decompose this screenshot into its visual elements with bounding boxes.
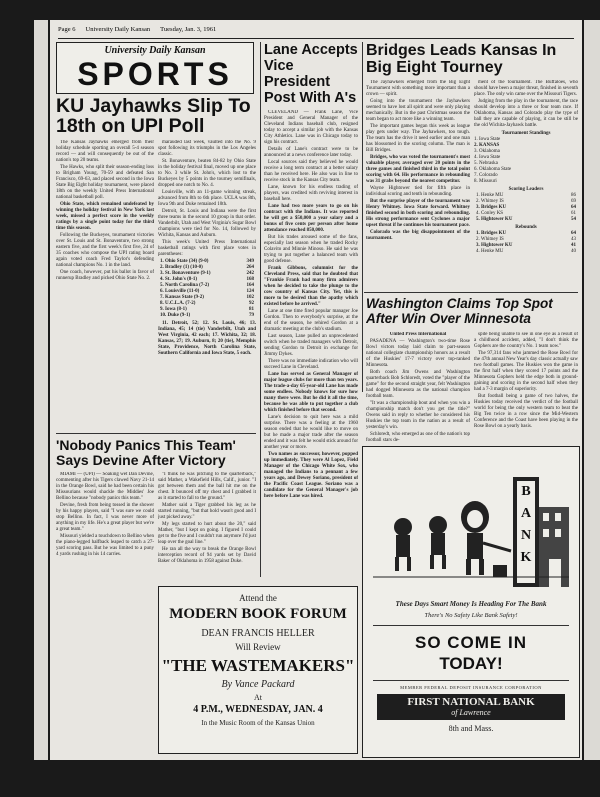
washington-para: The 97,314 fans who jammed the Rose Bowl for the 47th annual New Year's day classic actually saw two football games. The Huskies won the game in the first half when they scored 17 points and the Minnesota Gophers held the edge both in ground-gaining and scoring in the second half when they had a 7-3 margin of superiority. bbox=[474, 351, 578, 392]
page-date: Tuesday, Jan. 3, 1961 bbox=[160, 26, 217, 33]
ku-para: Louisville, with an 11-game winning streak, advanced from 8th to 6th place. UCLA was 8th, Iowa 9th and Duke remained 10th. bbox=[158, 190, 256, 207]
ku-para: Detroit, St. Louis and Indiana were the first three teams in the second 10 group in that order. Vanderbilt, Utah and West Virginia's Sugar Bowl champions were tied for No. 14, followed by Wichita, Kansas and Auburn. bbox=[158, 209, 256, 238]
divider bbox=[364, 292, 578, 293]
bank-ad bbox=[362, 446, 580, 758]
tourney-item: 5. Nebraska bbox=[474, 161, 498, 166]
bank-sign: BANK bbox=[520, 484, 532, 565]
tourney-item: 2. KANSAS bbox=[474, 143, 500, 148]
bank-ad-caption: These Days Smart Money Is Heading For The Bank bbox=[395, 600, 547, 608]
newspaper-page bbox=[50, 20, 582, 760]
sports-banner-title: SPORTS bbox=[77, 56, 233, 92]
sports-banner-paper: University Daily Kansan bbox=[104, 45, 206, 56]
ku-para: This week's United Press International basketball ratings with first place votes in parentheses: bbox=[158, 240, 256, 257]
nobody-para: He ran all the way to break the Orange Bowl interception record of 94 yards set by David Baker of Oklahoma in 1958 against Duke. bbox=[158, 547, 256, 564]
scoring-table bbox=[474, 193, 578, 223]
fnb-member: MEMBER FEDERAL DEPOSIT INSURANCE CORPORATION bbox=[400, 685, 542, 690]
book-ad-host: DEAN FRANCIS HELLER bbox=[201, 628, 315, 639]
rebound-row: 3. Hightower KU 41 bbox=[476, 243, 576, 248]
washington-para: Both coach Jim Owens and Washington quarterback Bob Schloredt, voted the "player of the game" for the second straight year, felt Washington had dogged Minnesota as the national champion football team. bbox=[366, 370, 470, 399]
lane-para: Last season, Lane pulled an unprecedented switch when he traded managers with Detroit, sending Gordon to Detroit in exchange for Jimmy Dykes. bbox=[264, 334, 358, 357]
rebound-row: 4. Henke MU 40 bbox=[476, 249, 576, 254]
washington-para: Schloredt, who emerged as one of the nation's top football stars de- bbox=[366, 432, 470, 442]
lane-para: Lane, known for his endless trading of players, was credited with reviving interest in baseball here. bbox=[264, 185, 358, 202]
bridges-para: Wayne Hightower tied for fifth place in individual scoring and tenth in rebounding. bbox=[366, 186, 470, 197]
lane-story bbox=[264, 110, 358, 580]
lane-para: Frank Gibbons, columnist for the Cleveland Press, said that he doubted that "Frankie Frank had many firm admirers when he decided to take the plunge to the cow country of Kansas City. Yet, this is more to be desired than the apathy which existed before he arrived." bbox=[264, 266, 358, 307]
lane-para: Lane at one time fired popular manager Joe Gordon. Then to everybody's surprise, at the end of the season, he rehired Gordon at a dramatic meeting at the club's stadium. bbox=[264, 309, 358, 332]
scoring-row: 1. Henke MU 86 bbox=[476, 193, 576, 198]
bridges-para: The Jayhawkers emerged from the Big Eight Tournament with something more important than a crown — spirit. bbox=[366, 80, 470, 97]
ku-rankings-table bbox=[158, 259, 256, 319]
bridges-para: Judging from the play in the tournament, the race should develop into a three or four team race. If Oklahoma, Kansas and Colorado play the type of ball they are capable of playing, it can be still be the old Wichita-Jayhawk battle. bbox=[474, 99, 578, 128]
tourney-item: 1. Iowa State bbox=[474, 137, 501, 142]
ranking-row: 4. St. John's (8-1) 168 bbox=[160, 277, 254, 282]
bridges-para: But the surprise player of the tournament was Henry Whitney. Iowa State forward. Whitney finished second in both scoring and rebounding. His strong performance sent Cyclones a major upset threat if he continues his tournament pace. bbox=[366, 199, 470, 228]
bank-ad-safety: There's No Safety Like Bank Safety! bbox=[424, 612, 518, 619]
fnb-banner bbox=[377, 694, 565, 720]
bridges-story-col2 bbox=[474, 80, 578, 290]
nobody-story-col2 bbox=[158, 472, 256, 582]
divider bbox=[56, 433, 256, 434]
nobody-headline: 'Nobody Panics This Team' Says Devine After Victory bbox=[56, 438, 236, 468]
ku-second-ten: 11. Detroit, 52; 12. St. Louis, 46; 13. Indiana, 45; 14 (tie) Vanderbilt, Utah and West Virginia, 42 each; 17. Wichita, 32; 18. Kansas, 27; 19. Auburn, 8; 20 (tie), Memphis State, Providence, North Carolina State, Southern California and Iowa State, 5 each. bbox=[158, 321, 256, 356]
fnb-name: FIRST NATIONAL BANK bbox=[407, 696, 535, 708]
page-number: Page 6 bbox=[58, 26, 76, 33]
nobody-para: "I think he was pitching to the quarterback," said Mather, a Wakefield Hills, Calif., junior. "I got between them and the ball hit me on the chest. It bounced off my chest and I grabbed it as it started to fall to the ground." bbox=[158, 472, 256, 501]
sports-banner bbox=[56, 42, 254, 94]
scoring-title: Scoring Leaders bbox=[508, 187, 544, 192]
rebound-row: 2. Whitney IS 43 bbox=[476, 237, 576, 242]
bridges-para: ment of the tournament. The Buffaloes, who should have been a major threat, finished in seventh place. The only win came over the Missouri Tigers. bbox=[474, 80, 578, 97]
washington-para: "It was a championship bout and when you win a championship match don't you get the title?" Owens said in reply to whether he considered his Huskies the top team in the nation as a result of yesterday's win. bbox=[366, 401, 470, 430]
nobody-para: Devine, fresh from being tossed in the shower by his happy players, said "I was sure we could stop Bellino. In fact, I was never more of anything in my life. He's a great player but we're a great team." bbox=[56, 503, 154, 532]
lane-para: CLEVELAND — Frank Lane, Vice President and General Manager of the Cleveland Indians baseball club, resigned today to accept a similar job with the Kansas City Athletics. Lane was in Chicago today to sign his contract. bbox=[264, 110, 358, 145]
ranking-row: 6. Louisville (11-0) 124 bbox=[160, 289, 254, 294]
scoring-row: 3. Bridges KU 64 bbox=[476, 205, 576, 210]
scoring-row: 4. Conley KS 61 bbox=[476, 211, 576, 216]
ku-para: St. Bonaventure, beaten 84-82 by Ohio State in the holiday festival final, moved up one place to No. 3 while St. John's, which lost to the Buckeyes by 5 points in the tourney semifinals, dropped one notch to No. 4. bbox=[158, 159, 256, 188]
fnb-of: of Lawrence bbox=[451, 708, 491, 717]
ranking-row: 2. Bradley (1) (10-0) 264 bbox=[160, 265, 254, 270]
fnb-address: 8th and Mass. bbox=[448, 724, 494, 733]
nobody-para: My legs started to hurt about the 20," said Mather, "but I kept on going. I figured I could get to the five and I couldn't run anymore I'd just leap over the goal line." bbox=[158, 522, 256, 545]
left-page-edge bbox=[34, 20, 48, 760]
come-ad-line2: TODAY! bbox=[439, 654, 503, 673]
ku-para: The Kansas Jayhawks emerged from their holiday schedule sporting an overall 5-4 season record — and will consequently be out of the nation's top 20 teams. bbox=[56, 140, 154, 163]
column-rule bbox=[362, 42, 363, 392]
ku-story-col2 bbox=[158, 140, 256, 430]
ku-story-col1 bbox=[56, 140, 154, 430]
ku-para: One coach, however, put his ballot in favor of runnerup Bradley and picked Ohio State No. 2. bbox=[56, 270, 154, 281]
tourney-item: 3. Oklahoma bbox=[474, 149, 500, 154]
nobody-para: MIAMI — (UPI) — Soaking wet Dan Devine, commenting after his Tigers clawed Navy 21-14 in the Orange Bowl, said he had been certain his Missourians would shackle the Middies' Joe Bellino because "nobody panics this team." bbox=[56, 472, 154, 501]
paper-name: University Daily Kansan bbox=[85, 26, 151, 33]
washington-para: PASADENA — Washington's two-time Rose Bowl victors today laid claim to part-season national collegiate championship honors as a result of the Huskies' 17-7 victory over top-ranked Minnesota. bbox=[366, 339, 470, 368]
nobody-para: Mather said a Tiger grabbed his leg as he started running, "but that hold wasn't good and I just picked away." bbox=[158, 503, 256, 520]
lane-headline: Lane Accepts Vice President Post With A's bbox=[264, 42, 358, 106]
book-ad-at: At bbox=[254, 693, 262, 702]
ranking-row: 9. Iowa (8-1) 81 bbox=[160, 307, 254, 312]
lane-para: There was no immediate indication who will succeed Lane in Cleveland. bbox=[264, 359, 358, 370]
nobody-para: Missouri yielded a touchdown to Bellino when the piano-legged halfback leaped to catch a 27-yard scoring pass. But he was limited to a puny 4 yards rushing in his 14 carries. bbox=[56, 534, 154, 557]
bridges-para: Going into the tournament the Jayhawkers seemed to have lost all spirit and were only playing mechanically. But in the past Christmas season the team began to act more like a winning team. bbox=[366, 99, 470, 122]
bridges-para: The important games began this week as league play gets under way. The Jayhawkers, too tough. The team has the drive it need earlier and one man has blossomed in the scoring column. The man is Bill Bridges. bbox=[366, 124, 470, 153]
page-header bbox=[58, 26, 574, 39]
ranking-row: 10. Duke (9-1) 79 bbox=[160, 313, 254, 318]
washington-story-col1 bbox=[366, 332, 470, 442]
scoring-row: 5. Hightower KU 54 bbox=[476, 217, 576, 222]
book-ad-review: Will Review bbox=[235, 642, 281, 652]
ranking-row: 1. Ohio State (34) (9-0) 349 bbox=[160, 259, 254, 264]
come-ad-line1: SO COME IN bbox=[414, 633, 527, 652]
lane-para: Two names as successor, however, popped up immediately. They were Al Lopez, Field Manager of the Chicago White Sox, who managed the Indians to a pennant a few years ago, and Dewey Soriano, president of the Pacific Coast League. Soriano was a candidate for the General Manager's job here before Lane was hired. bbox=[264, 452, 358, 499]
ku-para: marauded last week, vaulted into the No. 9 spot following its triumphs in the Los Angeles classic. bbox=[158, 140, 256, 157]
washington-byline: United Press International bbox=[389, 332, 447, 337]
lane-para: Local sources said they believed he would receive a long term contract at a better salary than he received here. He also was in line to receive stock in the Kansas City team. bbox=[264, 160, 358, 183]
washington-para: spite being unable to see in one eye as a result of a childhood accident, added, "I don't think the Gophers are the country's No. 1 team now." bbox=[474, 332, 578, 349]
ranking-row: 5. North Carolina (7-2) 164 bbox=[160, 283, 254, 288]
washington-story-col2 bbox=[474, 332, 578, 442]
rebound-row: 1. Bridges KU 64 bbox=[476, 231, 576, 236]
lane-para: Lane's decision to quit here was a mild surprise. There was a feeling at the 1960 season ended that he would like to move on but he made a major trade after the season ended and it was felt he would stick around for another year or more. bbox=[264, 415, 358, 450]
scoring-row: 2. Whitney IS 69 bbox=[476, 199, 576, 204]
right-page-edge bbox=[584, 20, 600, 760]
bridges-para: Bridges, who was voted the tournament's most valuable player, averaged over 20 points in the three games and finished third in the total point scoring with 64. His performance in rebounding was 31 grabs beyond the nearest competitor. bbox=[366, 155, 470, 184]
lane-para: But his trades aroused some of the fans, especially last season when he traded Rocky Colavito and Minnie Minoso. He said he was trying to put together a balanced team with good defense. bbox=[264, 235, 358, 264]
tourney-item: 8. Missouri bbox=[474, 179, 497, 184]
rebounds-title: Rebounds bbox=[515, 225, 537, 230]
tourney-title: Tournament Standings bbox=[501, 131, 551, 136]
ku-para: Ohio State, which remained undefeated by winning the holiday festival in New York last week, missed a perfect score in the weekly ratings by a single point today for the third time this season. bbox=[56, 202, 154, 231]
column-rule bbox=[260, 42, 261, 577]
book-ad-attend: Attend the bbox=[239, 593, 277, 603]
book-ad-forum: MODERN BOOK FORUM bbox=[169, 606, 347, 622]
bridges-headline: Bridges Leads Kansas In Big Eight Tourney bbox=[366, 42, 557, 76]
ranking-row: 7. Kansas State (9-2) 102 bbox=[160, 295, 254, 300]
tourney-item: 4. Iowa State bbox=[474, 155, 501, 160]
book-ad-title: "THE WASTEMAKERS" bbox=[161, 656, 355, 675]
book-ad-time: 4 P.M., WEDNESDAY, JAN. 4 bbox=[193, 704, 323, 715]
tourney-item: 7. Colorado bbox=[474, 173, 498, 178]
lane-para: Details of Lane's contract were to be announced at a news conference later today. bbox=[264, 147, 358, 158]
book-ad-author: By Vance Packard bbox=[221, 679, 295, 690]
book-forum-ad bbox=[158, 586, 358, 754]
ku-para: The Hawks, who split their season-ending loss to Brigham Young, 70-59 and defeated San Francisco, 69-63, and placed second in the Iowa State Big Eight holiday tournament, were placed 18th on the weekly United Press International national basketball poll. bbox=[56, 165, 154, 200]
rebounds-table bbox=[474, 231, 578, 255]
ku-headline: KU Jayhawks Slip To 18th on UPI Poll bbox=[56, 96, 251, 136]
lane-para: Lane has served as General Manager of major league clubs for more than ten years. The trade-a-day 65-year-old Lane has made some endless. Nobody knows for sure how many there were. But he did it all the time, because he was able to put together a club which finished before that second. bbox=[264, 372, 358, 413]
washington-headline: Washington Claims Top Spot After Win Over Minnesota bbox=[366, 296, 553, 326]
bridges-story-col1 bbox=[366, 80, 470, 290]
tourney-item: 6. Oklahoma State bbox=[474, 167, 512, 172]
book-ad-place: In the Music Room of the Kansas Union bbox=[201, 719, 315, 727]
washington-para: But football being a game of two halves, the Huskies today received the verdict of the football world for being the only western team to beat the Big Ten twice in a row since the Mid-Western Conference and the Coast have been playing in the Rose Bowl on a yearly basis. bbox=[474, 394, 578, 429]
ku-para: Following the Buckeyes, tournament victories over St. Louis and St. Bonaventure, two strong eastern five, and the first week's first five, 24 of 35 coaches who compose the UPI rating board again voted coach Fred Taylor's defending national champions No. 1 in the land. bbox=[56, 233, 154, 268]
nobody-story-col1 bbox=[56, 472, 154, 757]
ranking-row: 3. St. Bonaventure (9-1) 242 bbox=[160, 271, 254, 276]
bridges-para: Colorado was the big disappointment of the tournament. bbox=[366, 230, 470, 241]
ranking-row: 8. U.C.L.A. (7-2) 92 bbox=[160, 301, 254, 306]
bank-illustration-icon bbox=[363, 447, 579, 597]
lane-para: Lane had two more years to go on his contract with the Indians. It was reported he will get a $50,000 a year salary and a bonus of five cents per person after home attendance reached 850,000. bbox=[264, 204, 358, 233]
